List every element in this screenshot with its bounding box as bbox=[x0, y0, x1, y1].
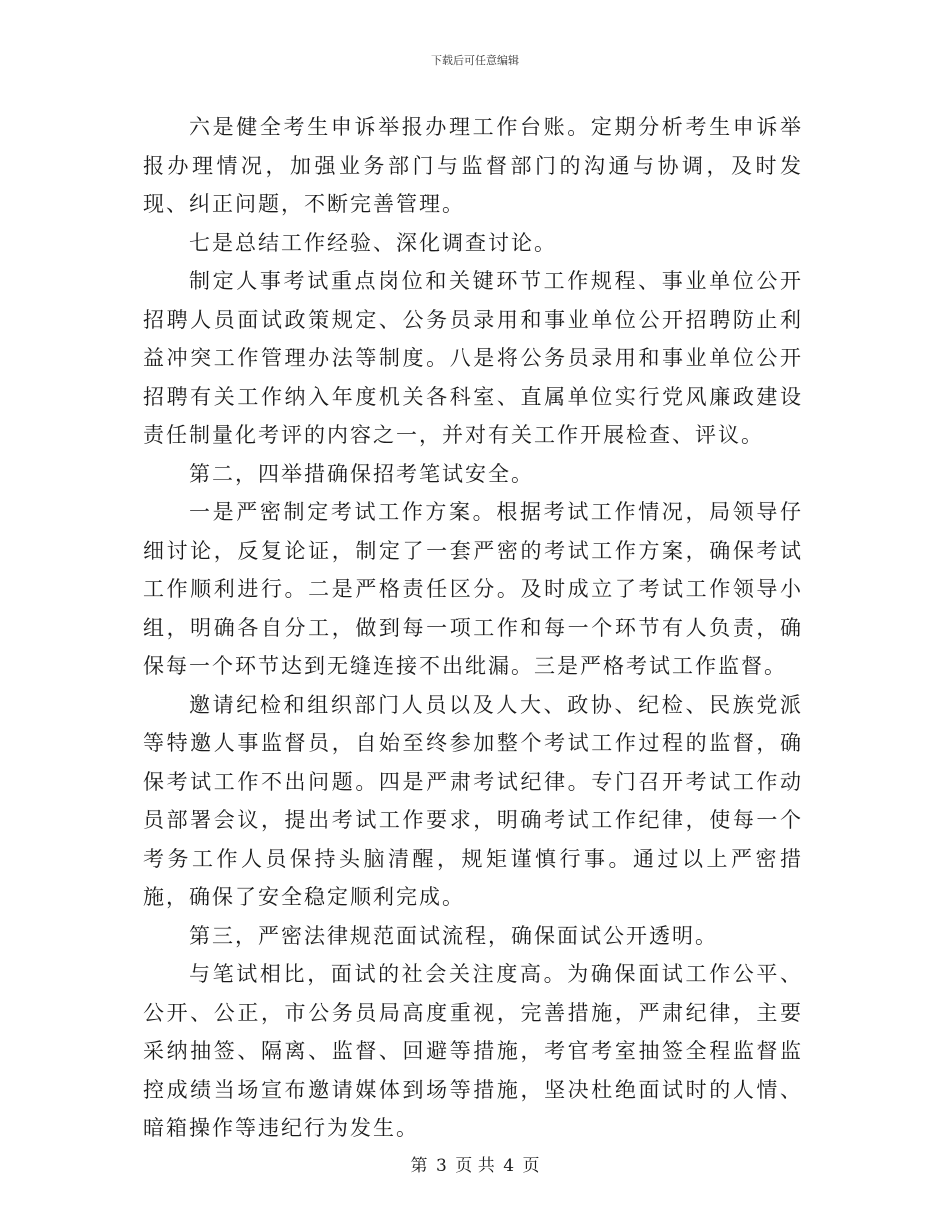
document-body bbox=[143, 108, 803, 1148]
header-note: 下载后可任意编辑 bbox=[431, 54, 519, 67]
total-page-number: 4 bbox=[503, 1156, 515, 1176]
paragraph-regulations: 制定人事考试重点岗位和关键环节工作规程、事业单位公开招聘人员面试政策规定、公务员录用和事业单位公开招聘防止利益冲突工作管理办法等制度。八是将公务员录用和事业单位公开招聘有关工作纳入年度机关各科室、直属单位实行党风廉政建设责任制量化考评的内容之一，并对有关工作开展检查、评议。 bbox=[143, 269, 803, 447]
paragraph-item-6-complaint-ledger: 六是健全考生申诉举报办理工作台账。定期分析考生申诉举报办理情况，加强业务部门与监督部门的沟通与协调，及时发现、纠正问题，不断完善管理。 bbox=[143, 115, 803, 216]
page-header bbox=[0, 54, 950, 68]
current-page-number: 3 bbox=[435, 1156, 447, 1176]
paragraph-supervision: 邀请纪检和组织部门人员以及人大、政协、纪检、民族党派等特邀人事监督员，自始至终参加整个考试工作过程的监督，确保考试工作不出问题。四是严肃考试纪律。专门召开考试工作动员部署会议，提出考试工作要求，明确考试工作纪律，使每一个考务工作人员保持头脑清醒，规矩谨慎行事。通过以上严密措施，确保了安全稳定顺利完成。 bbox=[143, 692, 803, 909]
page-number-mid: 页 共 bbox=[455, 1156, 495, 1176]
paragraph-interview-measures: 与笔试相比，面试的社会关注度高。为确保面试工作公平、公开、公正，市公务员局高度重视，完善措施，严肃纪律，主要采纳抽签、隔离、监督、回避等措施，考官考室抽签全程监督监控成绩当场宣布邀请媒体到场等措施，坚决杜绝面试时的人情、暗箱操作等违纪行为发生。 bbox=[143, 962, 803, 1140]
section-heading-written-exam: 第二，四举措确保招考笔试安全。 bbox=[189, 461, 534, 486]
page-number-suffix: 页 bbox=[522, 1156, 540, 1176]
paragraph-exam-plan: 一是严密制定考试工作方案。根据考试工作情况，局领导仔细讨论，反复论证，制定了一套严密的考试工作方案，确保考试工作顺利进行。二是严格责任区分。及时成立了考试工作领导小组，明确各自分工，做到每一项工作和每一个环节有人负责，确保每一个环节达到无缝连接不出纰漏。三是严格考试工作监督。 bbox=[143, 500, 803, 678]
page-number-prefix: 第 bbox=[410, 1156, 428, 1176]
paragraph-item-7-summary: 七是总结工作经验、深化调查讨论。 bbox=[189, 230, 557, 255]
page-footer bbox=[0, 1156, 950, 1176]
section-heading-interview: 第三，严密法律规范面试流程，确保面试公开透明。 bbox=[189, 923, 718, 948]
